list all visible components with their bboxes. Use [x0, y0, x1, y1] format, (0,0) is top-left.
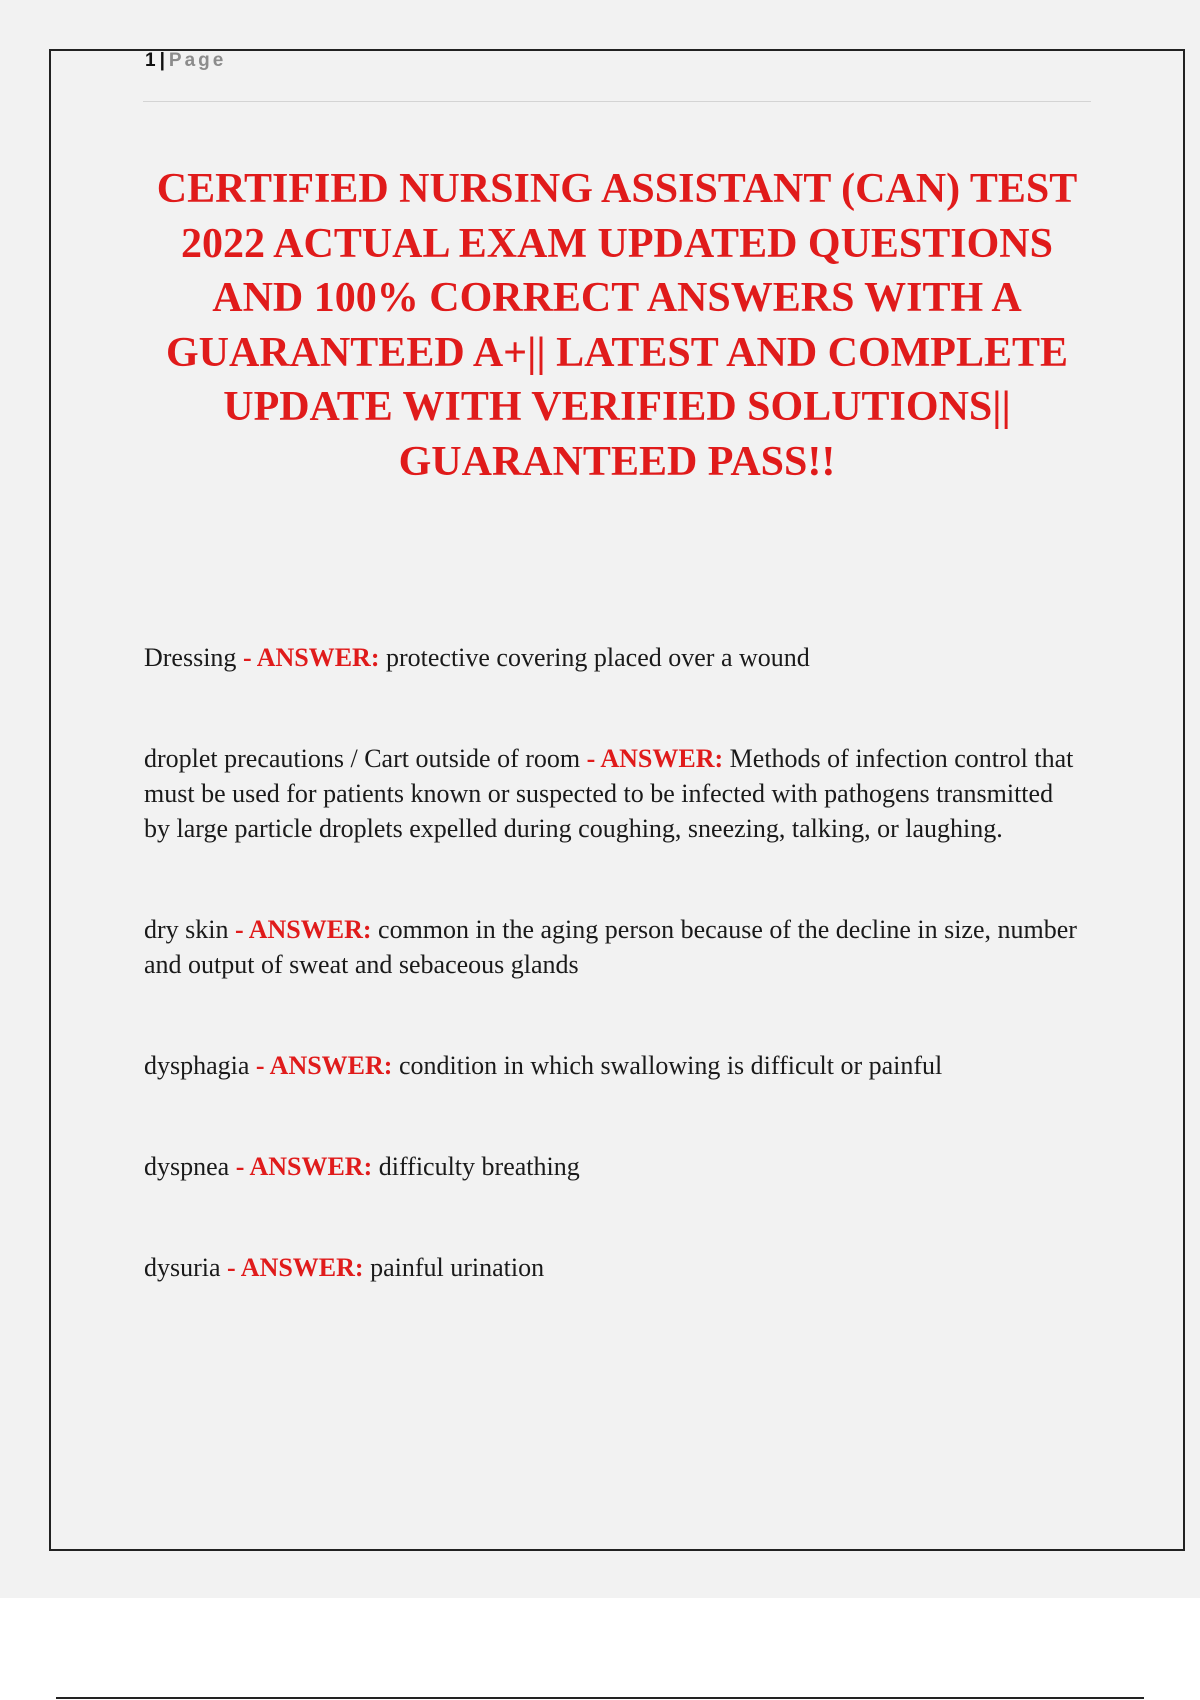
header-divider	[143, 101, 1091, 102]
page-number-header	[145, 50, 226, 72]
answer-label: ANSWER:	[240, 1253, 364, 1282]
answer-marker	[256, 1051, 393, 1080]
answer-dash: -	[235, 1152, 245, 1181]
answer-label: ANSWER:	[600, 744, 724, 773]
document-title: CERTIFIED NURSING ASSISTANT (CAN) TEST 2022 ACTUAL EXAM UPDATED QUESTIONS AND 100% CORRECT ANSWERS WITH A GUARANTEED A+|| LATEST AND COMPLETE UPDATE WITH VERIFIED SOLUTIONS|| GUARANTEED PASS!!	[156, 166, 1078, 485]
qa-item	[144, 640, 1084, 675]
answer-marker	[236, 1152, 373, 1181]
qa-term: droplet precautions / Cart outside of room	[144, 744, 581, 773]
qa-answer: difficulty breathing	[378, 1152, 580, 1181]
qa-term: dry skin	[144, 915, 229, 944]
qa-term: dysphagia	[144, 1051, 250, 1080]
qa-item	[144, 1048, 1084, 1083]
qa-term: Dressing	[144, 643, 237, 672]
qa-answer: condition in which swallowing is difficult or painful	[398, 1051, 943, 1080]
qa-item	[144, 1250, 1084, 1285]
answer-label: ANSWER:	[248, 915, 372, 944]
answer-marker	[227, 1253, 364, 1282]
answer-label: ANSWER:	[269, 1051, 393, 1080]
next-page-divider	[56, 1697, 1144, 1699]
page-number: 1	[145, 50, 157, 71]
qa-item	[144, 1149, 1084, 1184]
answer-label: ANSWER:	[256, 643, 380, 672]
answer-dash: -	[235, 915, 244, 944]
qa-answer: protective covering placed over a wound	[385, 643, 810, 672]
answer-marker	[235, 915, 372, 944]
qa-item	[144, 912, 1084, 982]
answer-marker	[243, 643, 380, 672]
qa-item	[144, 741, 1084, 846]
answer-marker	[587, 744, 724, 773]
qa-answer: common in the aging person because of the decline in size, number and output of sweat and sebaceous glands	[144, 915, 1077, 979]
answer-dash: -	[242, 643, 252, 672]
qa-answer: painful urination	[370, 1253, 545, 1282]
qa-term: dyspnea	[144, 1152, 230, 1181]
page-label: Page	[168, 50, 227, 71]
qa-term: dysuria	[144, 1253, 221, 1282]
answer-label: ANSWER:	[249, 1152, 373, 1181]
answer-dash: -	[255, 1051, 265, 1080]
page-number-separator: |	[159, 50, 166, 71]
qa-answer: Methods of infection control that must be used for patients known or suspected to be infected with pathogens transmitted by large particle droplets expelled during coughing, sneezing, talking, or laughing.	[144, 744, 1074, 843]
answer-dash: -	[586, 744, 596, 773]
answer-dash: -	[227, 1253, 236, 1282]
qa-list	[144, 640, 1084, 1285]
